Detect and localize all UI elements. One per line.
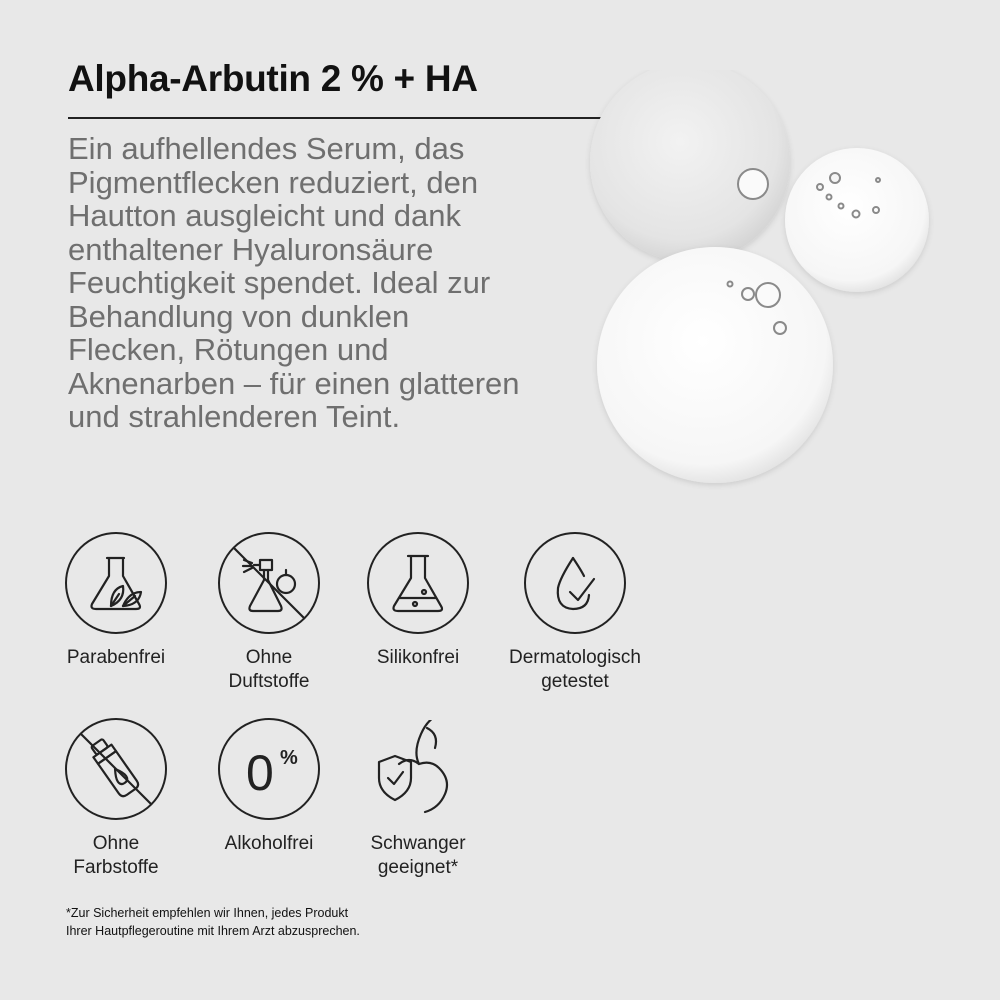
flask-leaf-icon: [67, 534, 165, 632]
description-line: Aknenarben – für einen glatteren: [68, 365, 520, 401]
badge-label-line: Duftstoffe: [228, 671, 310, 692]
badge-silikonfrei: [358, 532, 478, 670]
badge-label: [56, 832, 176, 880]
badge-circle: [218, 718, 320, 820]
zero-glyph: 0: [246, 745, 274, 801]
badge-schwanger-geeignet: [358, 718, 478, 880]
pregnant-shield-icon: [369, 720, 467, 818]
badge-circle: [65, 532, 167, 634]
badge-circle: [65, 718, 167, 820]
badge-ohne-farbstoffe: [56, 718, 176, 880]
badge-label: Silikonfrei: [376, 647, 460, 668]
badge-label: [358, 832, 478, 880]
badge-label-line: Ohne: [245, 647, 293, 668]
drop-large-bottom: [597, 247, 833, 483]
description-line: Ein aufhellendes Serum, das: [68, 131, 465, 166]
description-line: Pigmentflecken reduziert, den: [68, 164, 479, 200]
description-line: Flecken, Rötungen und: [68, 332, 389, 367]
badge-ohne-duftstoffe: [209, 532, 329, 694]
no-perfume-icon: [220, 534, 318, 632]
product-title: Alpha-Arbutin 2 % + HA: [68, 58, 478, 99]
description-line: enthaltener Hyaluronsäure: [68, 231, 434, 267]
description-line: und strahlenderen Teint.: [68, 399, 401, 434]
percent-glyph: %: [280, 747, 298, 769]
badge-label-line: Ohne: [92, 833, 140, 854]
badge-icon-area: [367, 718, 469, 820]
description-line: Hautton ausgleicht und dank: [68, 198, 461, 233]
badge-label-line: Schwanger: [370, 833, 466, 854]
footnote-line: Ihrer Hautpflegeroutine mit Ihrem Arzt abzusprechen.: [66, 924, 360, 938]
description-line: Feuchtigkeit spendet. Ideal zur: [68, 265, 491, 300]
footnote-line: *Zur Sicherheit empfehlen wir Ihnen, jedes Produkt: [66, 906, 349, 920]
badge-parabenfrei: [56, 532, 176, 670]
badge-circle: [367, 532, 469, 634]
badge-label-line: getestet: [541, 671, 609, 692]
drop-large-top: [590, 70, 790, 262]
badge-alkoholfrei: [209, 718, 329, 856]
description-line: Behandlung von dunklen: [68, 298, 410, 334]
badge-dermatologisch-getestet: [500, 532, 650, 694]
flask-icon: [369, 534, 467, 632]
badge-label: [500, 646, 650, 694]
badge-circle: [524, 532, 626, 634]
badge-circle: [218, 532, 320, 634]
drop-small-right: [785, 148, 929, 292]
no-dropper-icon: [67, 720, 165, 818]
serum-drops-image: [580, 70, 940, 490]
zero-percent-icon: [220, 720, 318, 818]
badge-label: [209, 646, 329, 694]
drop-check-icon: [526, 534, 624, 632]
badge-label-line: Dermatologisch: [509, 647, 641, 668]
badge-label: Alkoholfrei: [224, 833, 314, 854]
badge-label-line: Farbstoffe: [73, 857, 159, 878]
badge-label: Parabenfrei: [66, 647, 166, 668]
badge-label-line: geeignet*: [377, 857, 459, 878]
product-description: [68, 132, 588, 434]
footnote: [66, 904, 360, 940]
